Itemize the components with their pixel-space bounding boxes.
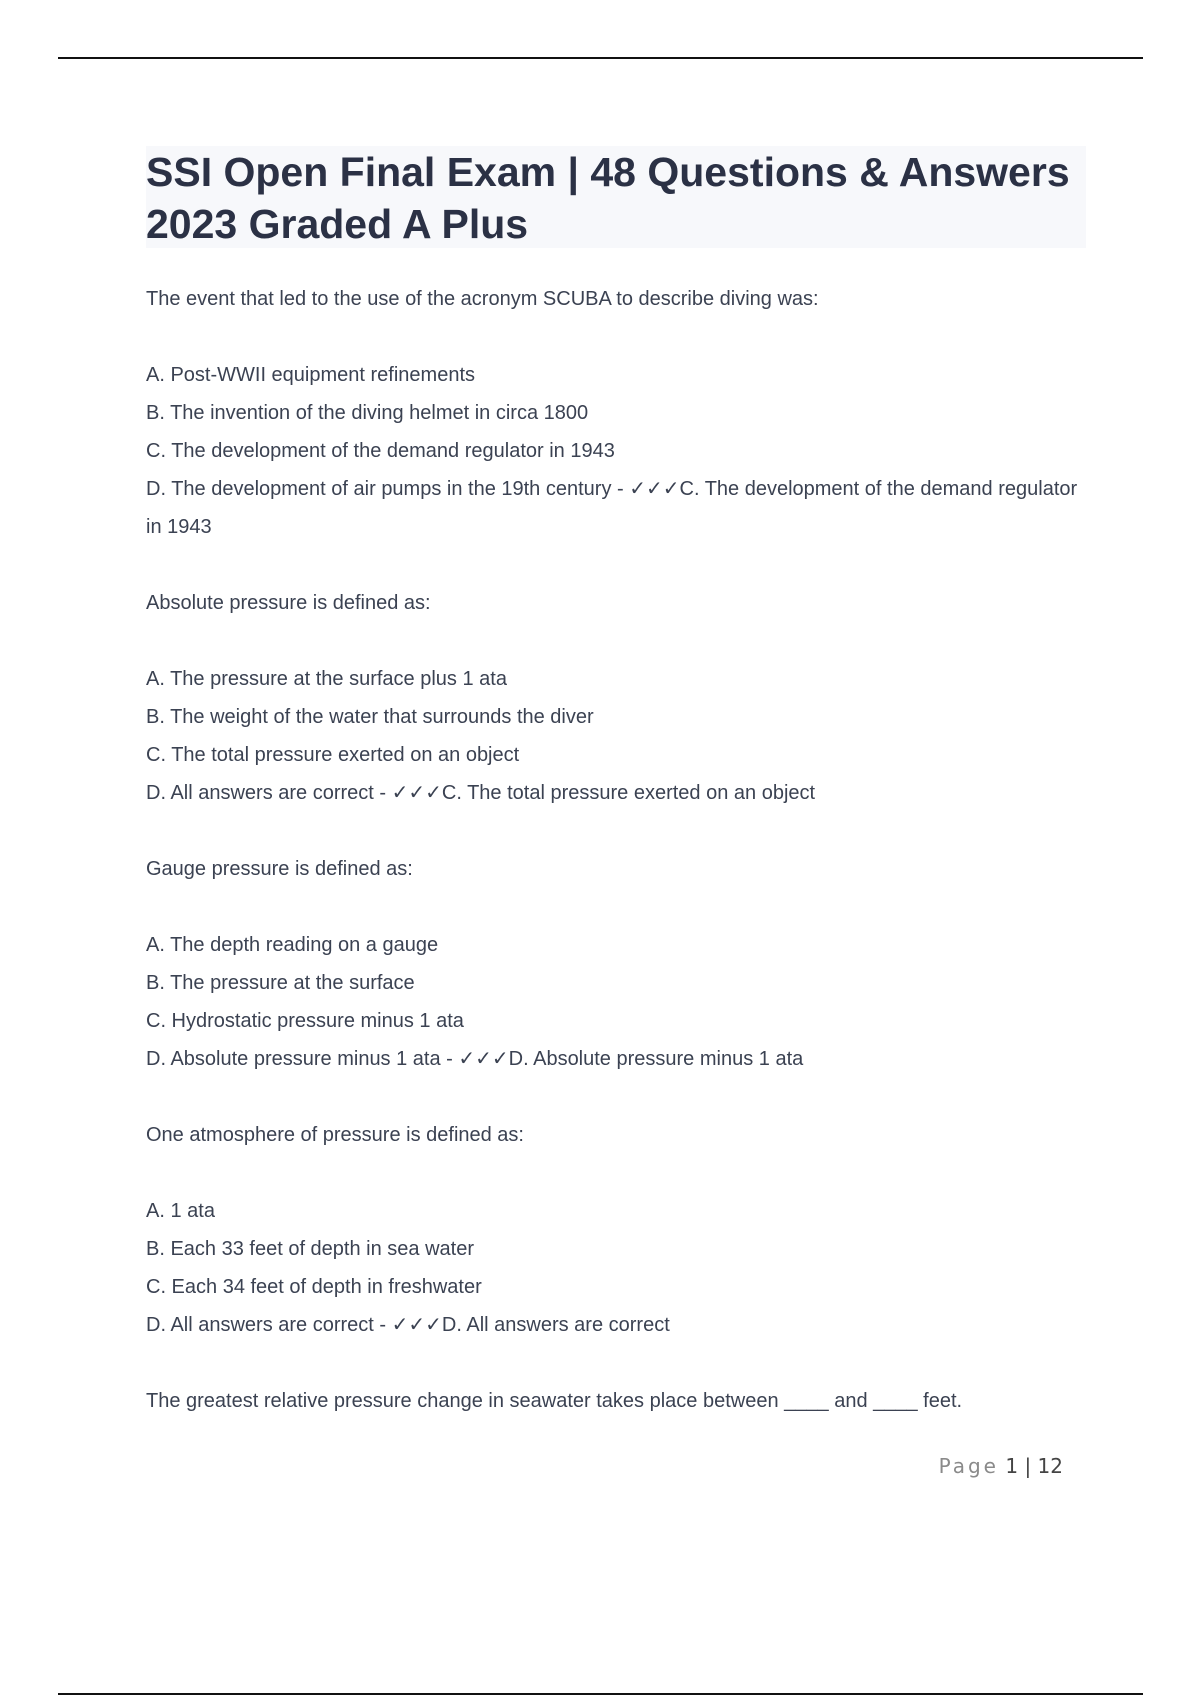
option-a: A. The pressure at the surface plus 1 ata (146, 668, 507, 690)
option-list (146, 926, 1096, 1078)
total-pages: 12 (1037, 1454, 1063, 1478)
top-rule (58, 57, 1143, 59)
option-d-with-answer: D. All answers are correct - ✓✓✓D. All answers are correct (146, 1314, 670, 1336)
question-block (146, 1116, 1096, 1344)
option-c: C. The development of the demand regulator in 1943 (146, 440, 615, 462)
option-a: A. The depth reading on a gauge (146, 934, 439, 956)
page-title: SSI Open Final Exam | 48 Questions & Answers 2023 Graded A Plus (146, 146, 1086, 248)
option-c: C. Each 34 feet of depth in freshwater (146, 1276, 482, 1298)
page-number (880, 1452, 1063, 1480)
question-prompt: One atmosphere of pressure is defined as: (146, 1124, 524, 1146)
current-page: 1 (1005, 1454, 1019, 1478)
option-b: B. The weight of the water that surrounds the diver (146, 706, 594, 728)
question-block (146, 1382, 1096, 1420)
question-block (146, 584, 1096, 812)
option-b: B. Each 33 feet of depth in sea water (146, 1238, 474, 1260)
document-body (146, 280, 1096, 1458)
question-block (146, 280, 1096, 546)
page-label: Page (938, 1454, 999, 1478)
option-list (146, 356, 1096, 546)
question-prompt: Gauge pressure is defined as: (146, 858, 413, 880)
option-list (146, 660, 1096, 812)
question-prompt: The event that led to the use of the acronym SCUBA to describe diving was: (146, 288, 819, 310)
option-d-with-answer: D. All answers are correct - ✓✓✓C. The total pressure exerted on an object (146, 782, 816, 804)
option-b: B. The invention of the diving helmet in circa 1800 (146, 402, 589, 424)
question-prompt: Absolute pressure is defined as: (146, 592, 431, 614)
option-d-with-answer: D. The development of air pumps in the 19th century - ✓✓✓C. The development of the demand regulator in 1943 (146, 478, 1078, 538)
option-c: C. Hydrostatic pressure minus 1 ata (146, 1010, 464, 1032)
option-list (146, 1192, 1096, 1344)
option-a: A. Post-WWII equipment refinements (146, 364, 476, 386)
page-separator: | (1024, 1454, 1032, 1478)
option-c: C. The total pressure exerted on an object (146, 744, 520, 766)
option-d-with-answer: D. Absolute pressure minus 1 ata - ✓✓✓D. Absolute pressure minus 1 ata (146, 1048, 804, 1070)
bottom-rule (58, 1693, 1143, 1695)
option-b: B. The pressure at the surface (146, 972, 415, 994)
question-prompt: The greatest relative pressure change in seawater takes place between ____ and ____ feet. (146, 1390, 963, 1412)
question-block (146, 850, 1096, 1078)
option-a: A. 1 ata (146, 1200, 215, 1222)
